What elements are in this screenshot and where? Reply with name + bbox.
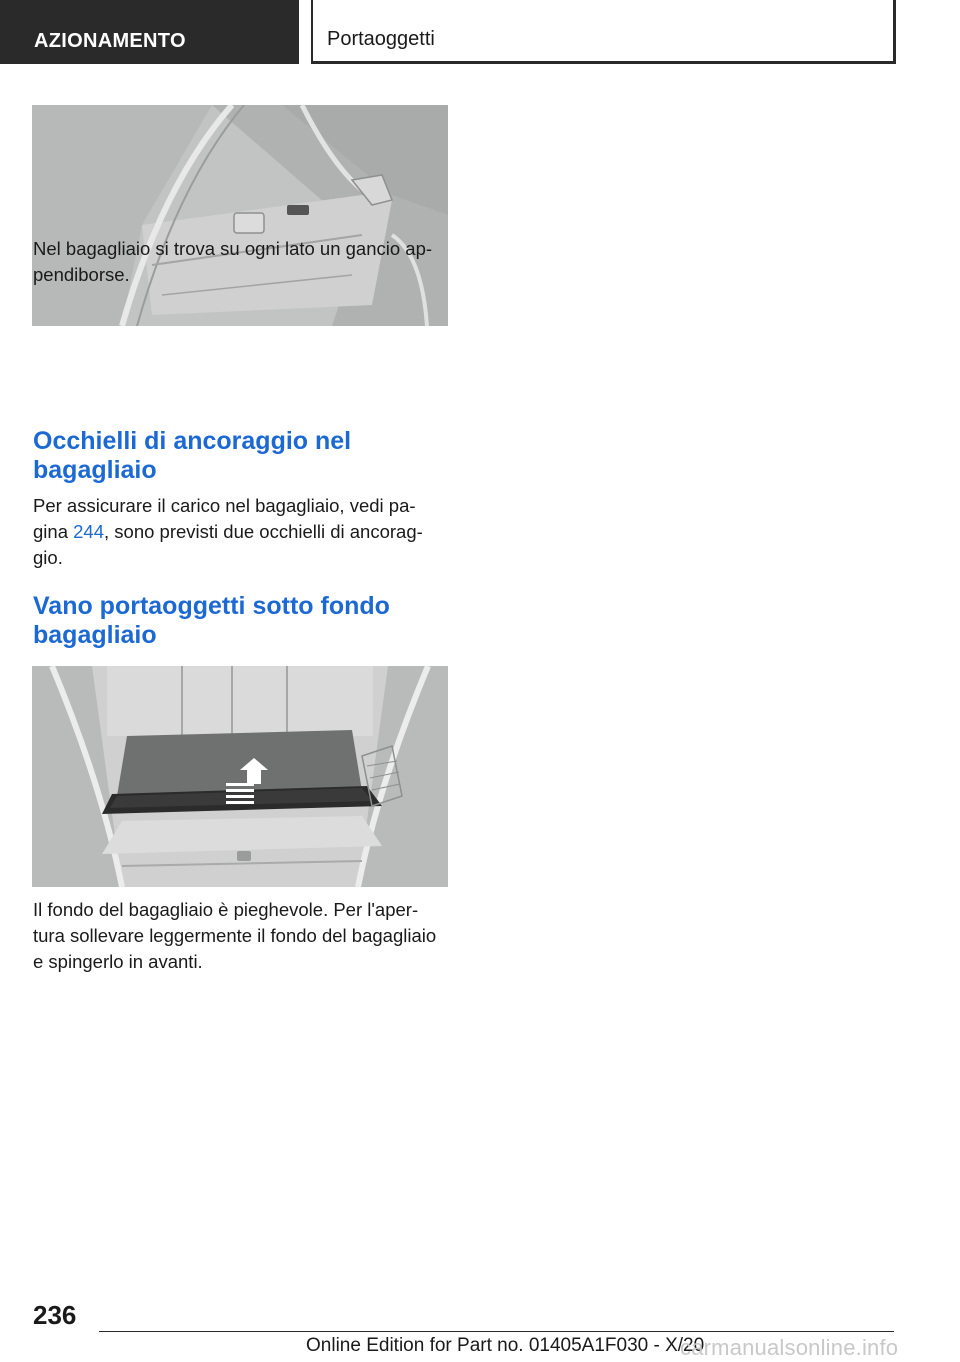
paragraph-tie-down-eyes-text: Per assicurare il carico nel bagagliaio, vedi pa-gina: [33, 495, 416, 542]
topic-title: Portaoggetti: [311, 0, 896, 64]
paragraph-tie-down-eyes-text-end: , sono previsti due occhielli di ancorag-gio.: [33, 521, 423, 568]
section-title: AZIONAMENTO: [0, 0, 299, 64]
heading-tie-down-eyes: Occhielli di ancoraggio nel bagagliaio: [33, 427, 352, 484]
page-reference-link[interactable]: 244: [73, 521, 104, 542]
paragraph-folding-floor: Il fondo del bagagliaio è pieghevole. Per l'aper-tura sollevare leggermente il fondo del bagagliaio e spingerlo in avanti.: [33, 899, 437, 972]
page-number: 236: [33, 1300, 77, 1330]
edition-note: Online Edition for Part no. 01405A1F030 - X/20: [306, 1335, 705, 1356]
watermark: carmanualsonline.info: [680, 1335, 899, 1360]
luggage-hook-illustration: [32, 105, 448, 326]
luggage-floor-illustration: [32, 666, 448, 887]
paragraph-tie-down-eyes: [33, 493, 449, 571]
heading-underfloor-storage: Vano portaoggetti sotto fondo bagagliaio: [33, 592, 390, 649]
footer-divider: [99, 1331, 894, 1332]
paragraph-luggage-hooks: Nel bagagliaio si trova su ogni lato un gancio ap-pendiborse.: [33, 238, 433, 285]
